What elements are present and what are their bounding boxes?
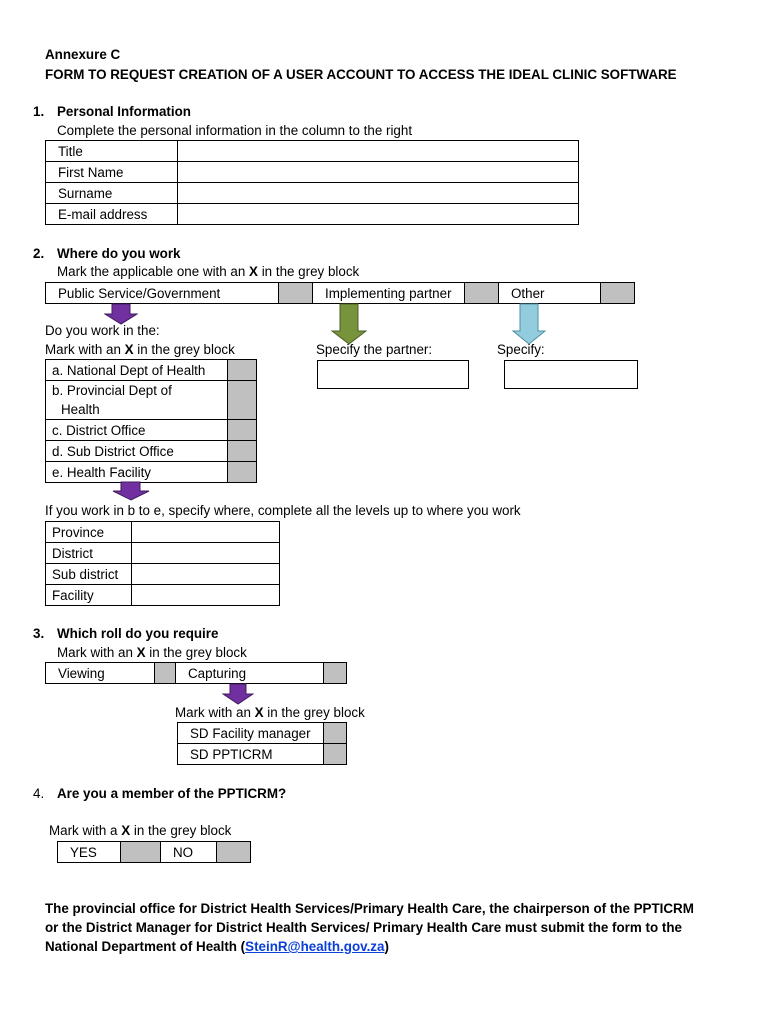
section1-heading: Personal Information: [57, 104, 191, 119]
level-district: c. District Office: [46, 420, 228, 441]
location-table: [45, 521, 280, 606]
footer-line3: National Department of Health (SteinR@health.gov.za): [45, 939, 389, 954]
section3-instruction: Mark with an X in the grey block: [57, 645, 247, 660]
option-implementing-partner: Implementing partner: [313, 283, 465, 304]
no-checkbox[interactable]: [217, 842, 251, 863]
sd-ppticrm-checkbox[interactable]: [324, 744, 347, 765]
sd-facility-manager-checkbox[interactable]: [324, 723, 347, 744]
section3-heading: Which roll do you require: [57, 626, 219, 641]
section4-heading: Are you a member of the PPTICRM?: [57, 786, 287, 801]
level-provincial: b. Provincial Dept of Health: [46, 381, 228, 420]
personal-info-table: [45, 140, 579, 225]
purple-arrow-down-icon: [104, 303, 138, 325]
surname-field[interactable]: [178, 183, 579, 204]
district-field[interactable]: [132, 543, 280, 564]
work-type-table: [45, 282, 635, 304]
other-checkbox[interactable]: [601, 283, 635, 304]
form-title: FORM TO REQUEST CREATION OF A USER ACCOUNT TO ACCESS THE IDEAL CLINIC SOFTWARE: [45, 67, 677, 82]
table-row: [46, 183, 579, 204]
row-label: First Name: [46, 162, 178, 183]
option-other: Other: [499, 283, 601, 304]
work-in-question: Do you work in the:: [45, 323, 160, 338]
level-sub-district-checkbox[interactable]: [228, 441, 257, 462]
location-label: District: [46, 543, 132, 564]
level-national: a. National Dept of Health: [46, 360, 228, 381]
blue-arrow-down-icon: [512, 303, 546, 345]
section2-number: 2.: [33, 246, 45, 261]
role-capturing: Capturing: [176, 663, 324, 684]
public-service-checkbox[interactable]: [279, 283, 313, 304]
yes-checkbox[interactable]: [121, 842, 161, 863]
ppticrm-member-table: [57, 841, 251, 863]
level-national-checkbox[interactable]: [228, 360, 257, 381]
level-sub-district: d. Sub District Office: [46, 441, 228, 462]
work-in-instruction: Mark with an X in the grey block: [45, 342, 235, 357]
section1-number: 1.: [33, 104, 45, 119]
location-label: Province: [46, 522, 132, 543]
level-health-facility: e. Health Facility: [46, 462, 228, 483]
purple-arrow-down-icon: [112, 481, 150, 501]
green-arrow-down-icon: [331, 303, 367, 345]
other-specify-input[interactable]: [504, 360, 638, 389]
option-yes: YES: [58, 842, 121, 863]
facility-field[interactable]: [132, 585, 280, 606]
role-table: [45, 662, 347, 684]
role-viewing: Viewing: [46, 663, 155, 684]
level-provincial-checkbox[interactable]: [228, 381, 257, 420]
option-public-service: Public Service/Government: [46, 283, 279, 304]
table-row: [46, 141, 579, 162]
levels-instruction: If you work in b to e, specify where, complete all the levels up to where you work: [45, 503, 521, 518]
capturing-checkbox[interactable]: [324, 663, 347, 684]
location-label: Facility: [46, 585, 132, 606]
specify-label: Specify:: [497, 342, 545, 357]
level-district-checkbox[interactable]: [228, 420, 257, 441]
section3-number: 3.: [33, 626, 45, 641]
section2-instruction: Mark the applicable one with an X in the grey block: [57, 264, 360, 279]
location-label: Sub district: [46, 564, 132, 585]
capturing-instruction: Mark with an X in the grey block: [175, 705, 365, 720]
section2-heading: Where do you work: [57, 246, 181, 261]
section4-instruction: Mark with a X in the grey block: [49, 823, 232, 838]
first-name-field[interactable]: [178, 162, 579, 183]
annexure-label: Annexure C: [45, 47, 121, 62]
email-link[interactable]: SteinR@health.gov.za: [245, 939, 385, 954]
partner-specify-input[interactable]: [317, 360, 469, 389]
email-field[interactable]: [178, 204, 579, 225]
section4-number: 4.: [33, 786, 45, 801]
viewing-checkbox[interactable]: [155, 663, 176, 684]
table-row: [46, 204, 579, 225]
role-sd-ppticrm: SD PPTICRM: [178, 744, 324, 765]
implementing-partner-checkbox[interactable]: [465, 283, 499, 304]
option-no: NO: [161, 842, 217, 863]
work-level-table: [45, 359, 257, 483]
footer-line2: or the District Manager for District Health Services/ Primary Health Care must submit the form to the: [45, 920, 682, 935]
role-sd-facility-manager: SD Facility manager: [178, 723, 324, 744]
capturing-role-table: [177, 722, 347, 765]
specify-partner-label: Specify the partner:: [316, 342, 433, 357]
purple-arrow-down-icon: [222, 683, 254, 705]
row-label: Title: [46, 141, 178, 162]
row-label: E-mail address: [46, 204, 178, 225]
sub-district-field[interactable]: [132, 564, 280, 585]
level-health-facility-checkbox[interactable]: [228, 462, 257, 483]
section1-instruction: Complete the personal information in the column to the right: [57, 123, 413, 138]
footer-line1: The provincial office for District Health Services/Primary Health Care, the chairperson of the PPTICRM: [45, 901, 694, 916]
table-row: [46, 162, 579, 183]
title-field[interactable]: [178, 141, 579, 162]
row-label: Surname: [46, 183, 178, 204]
province-field[interactable]: [132, 522, 280, 543]
